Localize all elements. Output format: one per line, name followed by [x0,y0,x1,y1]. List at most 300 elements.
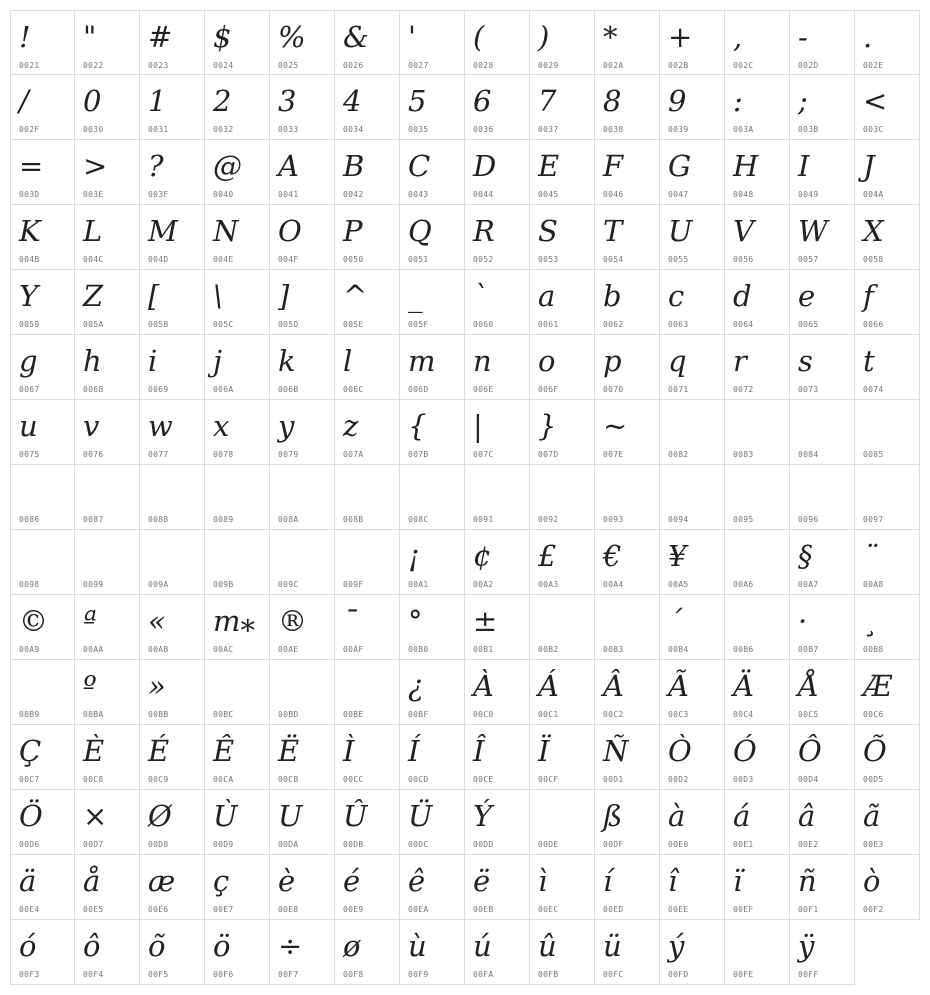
glyph-code: 0058 [863,255,884,264]
glyph-cell [270,10,335,75]
glyph-cell [530,140,595,205]
glyph-cell [205,660,270,725]
glyph-char: b [603,279,622,313]
glyph-cell [855,790,920,855]
glyph-code: 00B2 [538,645,559,654]
glyph-cell [75,920,140,985]
glyph-cell [10,660,75,725]
glyph-code: 0039 [668,125,689,134]
glyph-code: 00C6 [863,710,884,719]
glyph-char: B [343,149,365,183]
glyph-code: 003D [19,190,40,199]
glyph-code: 0084 [798,450,819,459]
glyph-code: 00AA [83,645,104,654]
glyph-code: 00CD [408,775,429,784]
glyph-code: 0086 [19,515,40,524]
glyph-cell [10,75,75,140]
glyph-code: 005B [148,320,169,329]
glyph-code: 00B3 [603,645,624,654]
glyph-cell [595,595,660,660]
glyph-cell [660,400,725,465]
glyph-code: 0041 [278,190,299,199]
glyph-cell [790,660,855,725]
glyph-code: 00EF [733,905,754,914]
glyph-code: 00E9 [343,905,364,914]
glyph-code: 004F [278,255,299,264]
glyph-cell [400,595,465,660]
glyph-cell [660,140,725,205]
glyph-cell [205,335,270,400]
glyph-cell [855,205,920,270]
glyph-char: á [733,799,751,833]
glyph-char: g [19,344,38,378]
glyph-code: 005D [278,320,299,329]
glyph-code: 0059 [19,320,40,329]
glyph-char: A [278,149,299,183]
glyph-char: ± [473,604,498,638]
glyph-char: / [19,84,29,118]
glyph-cell [10,920,75,985]
glyph-cell [10,400,75,465]
glyph-code: 0070 [603,385,624,394]
glyph-char: à [668,799,686,833]
glyph-code: 0052 [473,255,494,264]
glyph-char: Ê [213,734,235,768]
glyph-code: 0094 [668,515,689,524]
glyph-cell [10,725,75,790]
glyph-char: Ù [213,799,238,833]
glyph-char: I [798,149,810,183]
glyph-char: Ä [733,669,754,703]
glyph-cell [465,270,530,335]
glyph-char: ä [19,864,37,898]
glyph-char: è [278,864,296,898]
glyph-code: 0037 [538,125,559,134]
glyph-char: : [733,84,743,118]
glyph-code: 00D7 [83,840,104,849]
glyph-cell [790,465,855,530]
glyph-char: Ï [538,734,550,768]
glyph-code: 0034 [343,125,364,134]
glyph-char: « [148,604,166,638]
glyph-code: 0091 [473,515,494,524]
glyph-code: 00E1 [733,840,754,849]
glyph-cell [205,400,270,465]
glyph-char: ã [863,799,881,833]
glyph-char: U [278,799,303,833]
glyph-char: e [798,279,816,313]
glyph-cell [10,595,75,660]
glyph-char: L [83,214,103,248]
glyph-cell [530,920,595,985]
glyph-cell [10,140,75,205]
glyph-char: © [19,604,48,638]
glyph-code: 00AE [278,645,299,654]
glyph-char: Ñ [603,734,629,768]
glyph-char: z [343,409,359,443]
glyph-char: K [19,214,41,248]
glyph-char: 8 [603,84,622,118]
glyph-code: 005E [343,320,364,329]
glyph-code: 00F5 [148,970,169,979]
glyph-code: 00F3 [19,970,40,979]
glyph-code: 0073 [798,385,819,394]
glyph-char: Ø [148,799,172,833]
glyph-cell [855,855,920,920]
glyph-cell [725,595,790,660]
glyph-code: 00DA [278,840,299,849]
glyph-char: õ [148,929,166,963]
glyph-code: 00E6 [148,905,169,914]
glyph-code: 0062 [603,320,624,329]
glyph-cell [725,140,790,205]
glyph-char: Ö [19,799,43,833]
glyph-char: | [473,409,483,443]
glyph-code: 0085 [863,450,884,459]
glyph-char: = [19,149,44,183]
glyph-char: Õ [863,734,887,768]
glyph-code: 00C7 [19,775,40,784]
glyph-code: 00DE [538,840,559,849]
glyph-char: § [798,539,813,573]
glyph-cell [205,75,270,140]
glyph-code: 0060 [473,320,494,329]
glyph-cell [400,335,465,400]
glyph-code: 0043 [408,190,429,199]
glyph-code: 00B8 [863,645,884,654]
glyph-char: \ [213,279,223,313]
glyph-char: M [148,214,178,248]
glyph-code: 00FB [538,970,559,979]
glyph-code: 00BD [278,710,299,719]
glyph-code: 002B [668,61,689,70]
glyph-char: i [148,344,158,378]
glyph-code: 003F [148,190,169,199]
glyph-cell [75,140,140,205]
glyph-cell [465,400,530,465]
glyph-char: c [668,279,685,313]
glyph-char: k [278,344,296,378]
glyph-code: 00A7 [798,580,819,589]
glyph-code: 006F [538,385,559,394]
glyph-cell [10,270,75,335]
glyph-cell [205,530,270,595]
glyph-code: 0064 [733,320,754,329]
glyph-char: m⁎ [213,604,255,638]
glyph-char: Ò [668,734,692,768]
glyph-cell [530,400,595,465]
glyph-code: 0076 [83,450,104,459]
glyph-cell [790,725,855,790]
glyph-char: D [473,149,497,183]
glyph-char: É [148,734,170,768]
glyph-char: ñ [798,864,817,898]
glyph-code: 0036 [473,125,494,134]
glyph-cell [465,335,530,400]
glyph-char: y [278,409,295,443]
glyph-cell [595,725,660,790]
glyph-cell [270,75,335,140]
glyph-cell [660,595,725,660]
glyph-code: 00A3 [538,580,559,589]
glyph-cell [75,10,140,75]
glyph-code: 00DB [343,840,364,849]
glyph-code: 006C [343,385,364,394]
glyph-char: ¥ [668,539,687,573]
glyph-code: 00F4 [83,970,104,979]
glyph-code: 00FC [603,970,624,979]
glyph-char: ¸ [863,604,878,638]
glyph-char: m [408,344,436,378]
glyph-cell [725,660,790,725]
glyph-char: P [343,214,363,248]
glyph-char: 1 [148,84,167,118]
glyph-code: 0099 [83,580,104,589]
glyph-cell [205,790,270,855]
glyph-code: 0024 [213,61,234,70]
glyph-char: % [278,20,306,54]
glyph-char: Â [603,669,624,703]
glyph-cell [270,205,335,270]
glyph-code: 009A [148,580,169,589]
glyph-cell [530,465,595,530]
glyph-cell [725,530,790,595]
glyph-char: ® [278,604,307,638]
glyph-cell [530,855,595,920]
glyph-code: 00BF [408,710,429,719]
glyph-code: 0088 [148,515,169,524]
glyph-cell [205,920,270,985]
glyph-char: Ó [733,734,757,768]
glyph-char: W [798,214,828,248]
glyph-cell [335,530,400,595]
glyph-code: 004D [148,255,169,264]
glyph-cell [465,465,530,530]
glyph-code: 00EB [473,905,494,914]
glyph-cell [205,205,270,270]
glyph-code: 005A [83,320,104,329]
glyph-cell [660,335,725,400]
glyph-cell [790,920,855,985]
glyph-code: 003E [83,190,104,199]
glyph-char: × [83,799,108,833]
glyph-code: 0087 [83,515,104,524]
glyph-char: u [19,409,38,443]
glyph-char: E [538,149,560,183]
glyph-code: 0032 [213,125,234,134]
glyph-cell [140,790,205,855]
glyph-char: ] [278,279,290,313]
glyph-cell [465,205,530,270]
glyph-code: 00E5 [83,905,104,914]
glyph-code: 00C0 [473,710,494,719]
glyph-cell [595,140,660,205]
glyph-char: - [798,20,808,54]
glyph-code: 0068 [83,385,104,394]
glyph-code: 00D2 [668,775,689,784]
glyph-cell [595,790,660,855]
glyph-code: 00A5 [668,580,689,589]
glyph-code: 0078 [213,450,234,459]
glyph-cell [140,660,205,725]
glyph-cell [725,75,790,140]
glyph-code: 007B [408,450,429,459]
glyph-cell [400,725,465,790]
glyph-code: 00E3 [863,840,884,849]
glyph-cell [465,595,530,660]
glyph-cell [10,530,75,595]
glyph-char: ß [603,799,623,833]
glyph-cell [335,660,400,725]
glyph-code: 0098 [19,580,40,589]
glyph-cell [335,595,400,660]
glyph-cell [75,660,140,725]
glyph-cell [140,270,205,335]
glyph-char: ( [473,20,485,54]
glyph-code: 00B9 [19,710,40,719]
glyph-code: 00D9 [213,840,234,849]
glyph-char: v [83,409,100,443]
glyph-code: 0092 [538,515,559,524]
glyph-char: T [603,214,623,248]
glyph-cell [855,75,920,140]
glyph-char: ù [408,929,427,963]
glyph-cell [790,75,855,140]
glyph-char: 3 [278,84,297,118]
glyph-cell [725,335,790,400]
glyph-cell [140,10,205,75]
glyph-cell [335,725,400,790]
glyph-code: 0093 [603,515,624,524]
glyph-char: r [733,344,747,378]
glyph-char: å [83,864,101,898]
glyph-char: ó [19,929,37,963]
glyph-char: Q [408,214,432,248]
glyph-char: 6 [473,84,492,118]
glyph-char: ¢ [473,539,492,573]
glyph-char: 7 [538,84,557,118]
glyph-cell [205,10,270,75]
glyph-char: 9 [668,84,687,118]
glyph-char: Ã [668,669,689,703]
glyph-cell [335,790,400,855]
glyph-code: 00DF [603,840,624,849]
glyph-cell [10,855,75,920]
glyph-cell [465,10,530,75]
glyph-cell [530,595,595,660]
glyph-code: 00F1 [798,905,819,914]
glyph-cell [270,270,335,335]
glyph-cell [335,75,400,140]
glyph-cell [790,530,855,595]
glyph-code: 00CE [473,775,494,784]
glyph-char: , [733,20,743,54]
glyph-code: 0045 [538,190,559,199]
glyph-code: 00A2 [473,580,494,589]
glyph-char: ö [213,929,231,963]
glyph-cell [140,595,205,660]
glyph-char: Î [473,734,485,768]
glyph-cell [270,595,335,660]
glyph-cell [790,790,855,855]
glyph-cell [660,920,725,985]
glyph-cell [400,205,465,270]
glyph-cell [855,725,920,790]
glyph-char: ; [798,84,808,118]
glyph-code: 008C [408,515,429,524]
glyph-cell [205,725,270,790]
glyph-char: Æ [863,669,893,703]
glyph-char: f [863,279,874,313]
glyph-char: È [83,734,105,768]
glyph-cell [270,725,335,790]
glyph-cell [660,530,725,595]
glyph-code: 00C2 [603,710,624,719]
glyph-char: » [148,669,166,703]
glyph-char: d [733,279,752,313]
glyph-char: a [538,279,556,313]
glyph-code: 0097 [863,515,884,524]
glyph-code: 00B7 [798,645,819,654]
glyph-code: 0042 [343,190,364,199]
glyph-cell [270,660,335,725]
glyph-char: Ë [278,734,300,768]
glyph-char: Û [343,799,368,833]
glyph-cell [465,920,530,985]
glyph-cell [400,75,465,140]
glyph-char: ° [408,604,423,638]
glyph-char: F [603,149,624,183]
glyph-cell [270,855,335,920]
glyph-char: S [538,214,558,248]
glyph-cell [725,465,790,530]
glyph-code: 0063 [668,320,689,329]
glyph-cell [335,855,400,920]
glyph-cell [530,10,595,75]
glyph-char: æ [148,864,176,898]
glyph-char: ç [213,864,230,898]
glyph-cell [75,335,140,400]
glyph-code: 0096 [798,515,819,524]
glyph-cell [790,140,855,205]
glyph-code: 00EC [538,905,559,914]
glyph-char: ¯ [343,604,358,638]
glyph-code: 0046 [603,190,624,199]
glyph-code: 00F2 [863,905,884,914]
glyph-code: 007A [343,450,364,459]
glyph-cell [595,465,660,530]
glyph-char: Í [408,734,420,768]
glyph-code: 00D3 [733,775,754,784]
glyph-code: 0054 [603,255,624,264]
glyph-cell [10,10,75,75]
glyph-cell [660,855,725,920]
glyph-cell [270,465,335,530]
glyph-code: 0057 [798,255,819,264]
glyph-cell [855,140,920,205]
glyph-code: 005F [408,320,429,329]
glyph-code: 00AC [213,645,234,654]
glyph-char: 4 [343,84,362,118]
glyph-code: 0025 [278,61,299,70]
glyph-char: ý [668,929,685,963]
glyph-code: 0047 [668,190,689,199]
glyph-code: 0071 [668,385,689,394]
glyph-char: ÷ [278,929,303,963]
glyph-cell [400,660,465,725]
glyph-code: 00B4 [668,645,689,654]
glyph-code: 0021 [19,61,40,70]
